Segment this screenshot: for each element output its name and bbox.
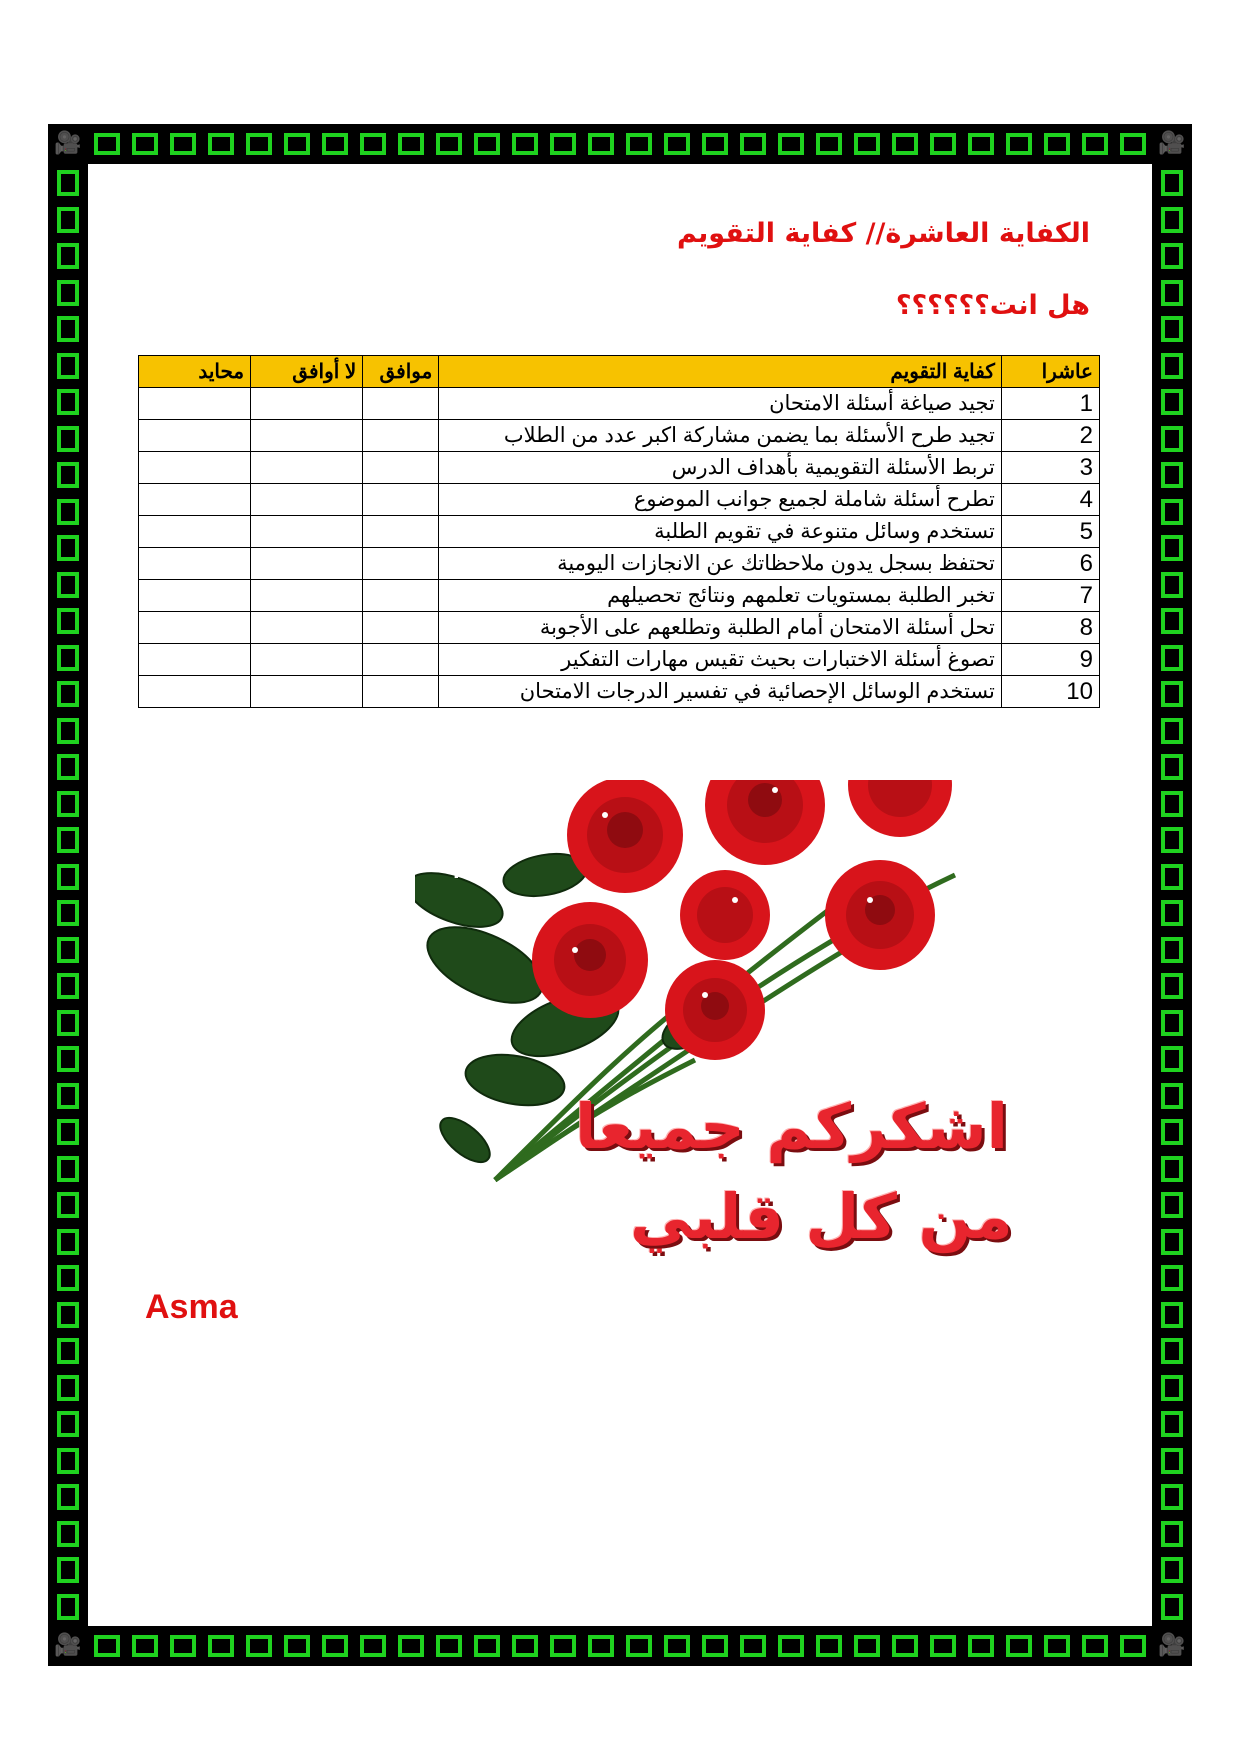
thanks-line-1: اشكركم جميعا [575, 1090, 1008, 1163]
film-strip-cell [1161, 243, 1183, 269]
neutral-cell[interactable] [139, 516, 251, 548]
film-strip-cell [816, 1635, 842, 1657]
film-strip-cell [57, 1156, 79, 1182]
film-strip-cell [1161, 316, 1183, 342]
film-strip-cell [588, 1635, 614, 1657]
film-strip-cell [1161, 1484, 1183, 1510]
neutral-cell[interactable] [139, 484, 251, 516]
film-strip-cell [1161, 645, 1183, 671]
row-number: 2 [1001, 420, 1099, 452]
film-strip-cell [1161, 207, 1183, 233]
film-strip-cell [1044, 1635, 1070, 1657]
film-strip-cell [1044, 133, 1070, 155]
table-row [139, 676, 1100, 708]
agree-cell[interactable] [363, 644, 439, 676]
film-strip-cell [1161, 170, 1183, 196]
film-strip-cell [1161, 681, 1183, 707]
film-strip-cell [1161, 572, 1183, 598]
film-strip-cell [930, 133, 956, 155]
header-number: عاشرا [1001, 356, 1099, 388]
film-strip-cell [57, 316, 79, 342]
disagree-cell[interactable] [251, 516, 363, 548]
film-strip-cell [1161, 1046, 1183, 1072]
table-row [139, 452, 1100, 484]
border-left [48, 164, 88, 1626]
film-strip-cell [57, 426, 79, 452]
film-strip-cell [360, 133, 386, 155]
film-strip-cell [57, 1192, 79, 1218]
film-strip-cell [57, 1338, 79, 1364]
film-strip-cell [57, 1119, 79, 1145]
film-strip-cell [474, 133, 500, 155]
disagree-cell[interactable] [251, 452, 363, 484]
film-strip-cell [57, 499, 79, 525]
table-row [139, 612, 1100, 644]
table-row [139, 484, 1100, 516]
film-strip-cell [664, 1635, 690, 1657]
film-strip-cell [57, 681, 79, 707]
film-strip-cell [588, 133, 614, 155]
evaluation-table [138, 355, 1100, 708]
film-strip-cell [1161, 937, 1183, 963]
film-strip-cell [1161, 426, 1183, 452]
film-strip-cell [132, 1635, 158, 1657]
film-strip-cell [854, 133, 880, 155]
film-strip-cell [57, 864, 79, 890]
row-number: 3 [1001, 452, 1099, 484]
neutral-cell[interactable] [139, 548, 251, 580]
header-competency: كفاية التقويم [439, 356, 1002, 388]
film-strip-cell [1120, 1635, 1146, 1657]
header-disagree: لا أوافق [251, 356, 363, 388]
film-strip-cell [436, 133, 462, 155]
film-strip-cell [57, 973, 79, 999]
film-strip-cell [57, 937, 79, 963]
film-strip-cell [892, 133, 918, 155]
film-strip-cell [170, 1635, 196, 1657]
film-strip-cell [132, 133, 158, 155]
film-strip-cell [1161, 280, 1183, 306]
table-row [139, 548, 1100, 580]
film-strip-cell [474, 1635, 500, 1657]
film-strip-cell [322, 1635, 348, 1657]
film-strip-cell [550, 133, 576, 155]
film-strip-cell [1161, 754, 1183, 780]
film-strip-cell [57, 1557, 79, 1583]
film-strip-cell [57, 718, 79, 744]
film-strip-cell [1082, 133, 1108, 155]
disagree-cell[interactable] [251, 580, 363, 612]
film-strip-cell [57, 1083, 79, 1109]
film-strip-cell [57, 572, 79, 598]
disagree-cell[interactable] [251, 388, 363, 420]
film-strip-cell [208, 133, 234, 155]
film-strip-cell [57, 1411, 79, 1437]
film-strip-cell [57, 754, 79, 780]
agree-cell[interactable] [363, 388, 439, 420]
agree-cell[interactable] [363, 612, 439, 644]
film-strip-cell [512, 1635, 538, 1657]
film-strip-cell [284, 1635, 310, 1657]
disagree-cell[interactable] [251, 484, 363, 516]
document-subtitle: هل انت؟؟؟؟؟؟ [895, 290, 1090, 321]
film-strip-cell [57, 900, 79, 926]
neutral-cell[interactable] [139, 420, 251, 452]
header-neutral: محايد [139, 356, 251, 388]
film-strip-cell [57, 207, 79, 233]
agree-cell[interactable] [363, 452, 439, 484]
agree-cell[interactable] [363, 580, 439, 612]
row-text: تستخدم وسائل متنوعة في تقويم الطلبة [439, 516, 1002, 548]
row-text: تحل أسئلة الامتحان أمام الطلبة وتطلعهم على الأجوبة [439, 612, 1002, 644]
film-strip-cell [816, 133, 842, 155]
film-strip-cell [436, 1635, 462, 1657]
film-strip-cell [1161, 1192, 1183, 1218]
film-strip-cell [57, 1010, 79, 1036]
table-row [139, 420, 1100, 452]
film-strip-cell [702, 133, 728, 155]
row-number: 4 [1001, 484, 1099, 516]
agree-cell[interactable] [363, 548, 439, 580]
film-strip-cell [1161, 608, 1183, 634]
film-strip-cell [57, 645, 79, 671]
film-strip-cell [57, 1375, 79, 1401]
row-text: تجيد طرح الأسئلة بما يضمن مشاركة اكبر عدد من الطلاب [439, 420, 1002, 452]
film-strip-cell [1161, 1411, 1183, 1437]
neutral-cell[interactable] [139, 644, 251, 676]
film-strip-cell [57, 791, 79, 817]
film-strip-cell [1161, 1557, 1183, 1583]
border-right [1152, 164, 1192, 1626]
table-row [139, 516, 1100, 548]
film-strip-cell [94, 133, 120, 155]
film-strip-cell [57, 1594, 79, 1620]
film-strip-cell [360, 1635, 386, 1657]
film-strip-cell [57, 1521, 79, 1547]
film-strip-cell [1161, 1448, 1183, 1474]
film-strip-cell [1006, 1635, 1032, 1657]
film-strip-cell [1006, 133, 1032, 155]
thanks-line-2: من كل قلبي [630, 1180, 1013, 1253]
agree-cell[interactable] [363, 676, 439, 708]
row-text: تطرح أسئلة شاملة لجميع جوانب الموضوع [439, 484, 1002, 516]
film-strip-cell [740, 1635, 766, 1657]
disagree-cell[interactable] [251, 420, 363, 452]
film-strip-cell [57, 1448, 79, 1474]
film-strip-cell [626, 133, 652, 155]
disagree-cell[interactable] [251, 548, 363, 580]
film-strip-cell [1161, 1156, 1183, 1182]
row-text: تخبر الطلبة بمستويات تعلمهم ونتائج تحصيلهم [439, 580, 1002, 612]
border-bottom [88, 1626, 1152, 1666]
row-text: تجيد صياغة أسئلة الامتحان [439, 388, 1002, 420]
film-strip-cell [57, 535, 79, 561]
film-strip-cell [57, 1229, 79, 1255]
film-strip-cell [1161, 1229, 1183, 1255]
film-strip-cell [778, 1635, 804, 1657]
film-strip-cell [1161, 1375, 1183, 1401]
author-signature: Asma [145, 1288, 238, 1326]
row-number: 8 [1001, 612, 1099, 644]
movie-camera-icon: 🎥 [48, 124, 88, 164]
film-strip-cell [1161, 1338, 1183, 1364]
film-strip-cell [94, 1635, 120, 1657]
film-strip-cell [57, 1302, 79, 1328]
movie-camera-icon: 🎥 [1152, 1626, 1192, 1666]
row-text: تربط الأسئلة التقويمية بأهداف الدرس [439, 452, 1002, 484]
row-number: 5 [1001, 516, 1099, 548]
film-strip-cell [512, 133, 538, 155]
film-strip-cell [1161, 535, 1183, 561]
film-strip-cell [246, 1635, 272, 1657]
neutral-cell[interactable] [139, 676, 251, 708]
agree-cell[interactable] [363, 484, 439, 516]
film-strip-cell [246, 133, 272, 155]
neutral-cell[interactable] [139, 388, 251, 420]
film-strip-cell [170, 133, 196, 155]
film-strip-cell [854, 1635, 880, 1657]
film-strip-cell [57, 1265, 79, 1291]
row-number: 1 [1001, 388, 1099, 420]
agree-cell[interactable] [363, 420, 439, 452]
table-row [139, 580, 1100, 612]
film-strip-cell [1161, 389, 1183, 415]
film-strip-cell [1161, 791, 1183, 817]
row-text: تستخدم الوسائل الإحصائية في تفسير الدرجات الامتحان [439, 676, 1002, 708]
film-strip-cell [664, 133, 690, 155]
movie-camera-icon: 🎥 [48, 1626, 88, 1666]
film-strip-cell [1161, 1521, 1183, 1547]
row-text: تصوغ أسئلة الاختبارات بحيث تقيس مهارات التفكير [439, 644, 1002, 676]
film-strip-cell [1161, 1083, 1183, 1109]
row-number: 10 [1001, 676, 1099, 708]
film-strip-cell [702, 1635, 728, 1657]
row-number: 7 [1001, 580, 1099, 612]
neutral-cell[interactable] [139, 452, 251, 484]
film-strip-cell [57, 243, 79, 269]
film-strip-cell [57, 827, 79, 853]
film-strip-cell [550, 1635, 576, 1657]
film-strip-cell [778, 133, 804, 155]
film-strip-cell [57, 170, 79, 196]
film-strip-cell [398, 1635, 424, 1657]
film-strip-cell [1161, 900, 1183, 926]
neutral-cell[interactable] [139, 580, 251, 612]
film-strip-cell [1161, 353, 1183, 379]
film-strip-cell [1161, 499, 1183, 525]
film-strip-cell [968, 133, 994, 155]
film-strip-cell [1161, 1594, 1183, 1620]
image-watermark: F [453, 862, 466, 883]
film-strip-cell [1082, 1635, 1108, 1657]
film-strip-cell [208, 1635, 234, 1657]
film-strip-cell [1161, 827, 1183, 853]
film-strip-cell [1161, 1119, 1183, 1145]
agree-cell[interactable] [363, 516, 439, 548]
film-strip-cell [1161, 718, 1183, 744]
disagree-cell[interactable] [251, 644, 363, 676]
film-strip-cell [57, 608, 79, 634]
border-top [88, 124, 1152, 164]
film-strip-cell [1161, 1265, 1183, 1291]
table-header-row [139, 356, 1100, 388]
film-strip-cell [1161, 864, 1183, 890]
document-title: الكفاية العاشرة// كفاية التقويم [676, 218, 1090, 249]
film-strip-cell [57, 1484, 79, 1510]
film-strip-cell [57, 462, 79, 488]
disagree-cell[interactable] [251, 676, 363, 708]
film-strip-cell [57, 1046, 79, 1072]
film-strip-cell [57, 353, 79, 379]
disagree-cell[interactable] [251, 612, 363, 644]
film-strip-cell [57, 280, 79, 306]
movie-camera-icon: 🎥 [1152, 124, 1192, 164]
row-number: 6 [1001, 548, 1099, 580]
film-strip-cell [1161, 1302, 1183, 1328]
film-strip-cell [57, 389, 79, 415]
film-strip-cell [626, 1635, 652, 1657]
row-number: 9 [1001, 644, 1099, 676]
film-strip-cell [930, 1635, 956, 1657]
film-strip-cell [284, 133, 310, 155]
table-row [139, 388, 1100, 420]
neutral-cell[interactable] [139, 612, 251, 644]
film-strip-cell [892, 1635, 918, 1657]
film-strip-cell [1161, 1010, 1183, 1036]
row-text: تحتفظ بسجل يدون ملاحظاتك عن الانجازات اليومية [439, 548, 1002, 580]
film-strip-cell [968, 1635, 994, 1657]
film-strip-cell [1161, 462, 1183, 488]
header-agree: موافق [363, 356, 439, 388]
film-strip-cell [1120, 133, 1146, 155]
film-strip-cell [740, 133, 766, 155]
film-strip-cell [398, 133, 424, 155]
film-strip-cell [1161, 973, 1183, 999]
table-row [139, 644, 1100, 676]
film-strip-cell [322, 133, 348, 155]
